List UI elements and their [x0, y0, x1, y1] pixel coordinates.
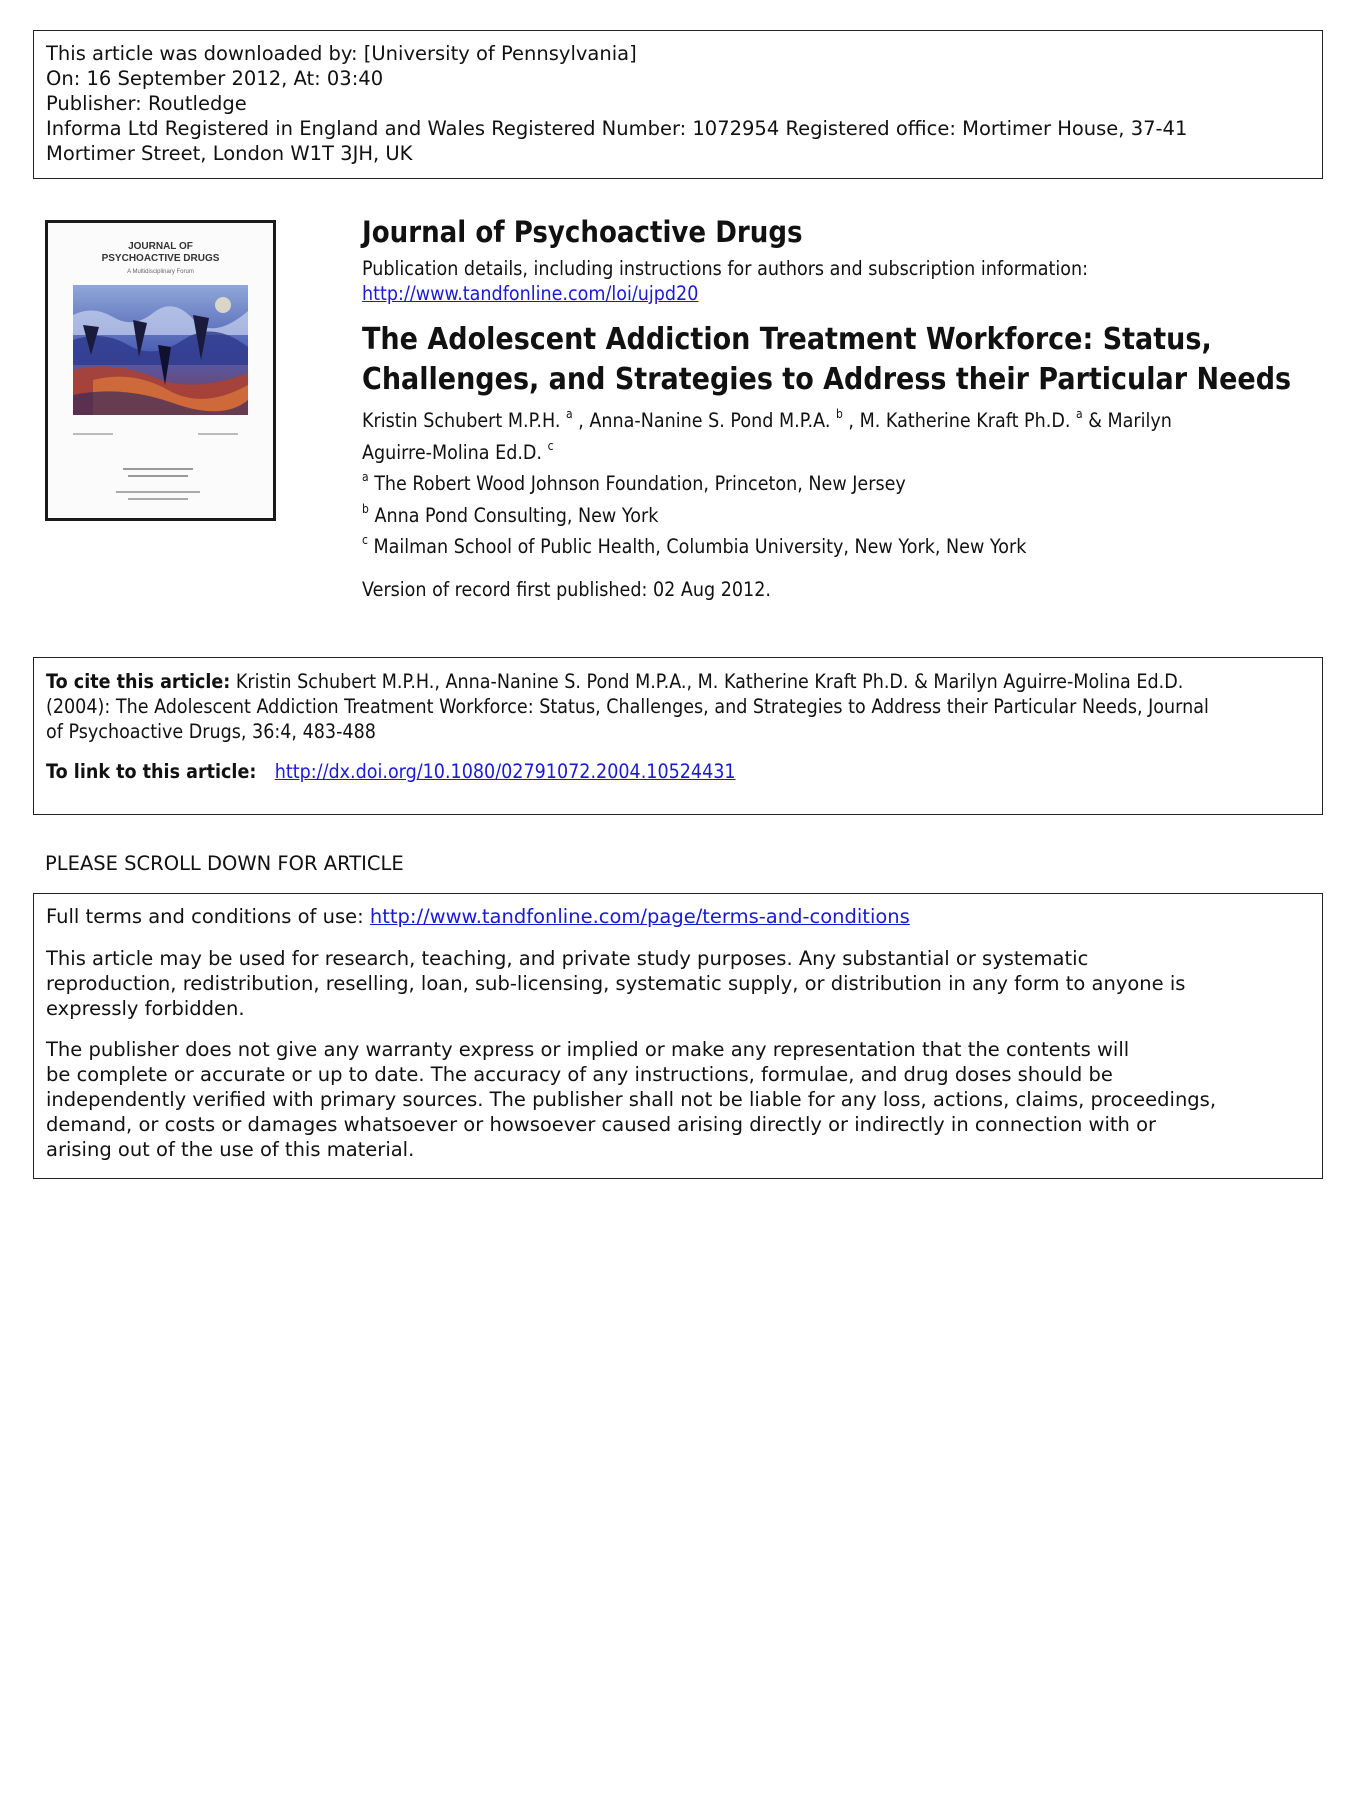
author-2: , Anna-Nanine S. Pond M.P.A. [572, 409, 831, 432]
author-3: , M. Katherine Kraft Ph.D. [842, 409, 1071, 432]
affiliation-a [362, 471, 906, 496]
usage-line3: expressly forbidden. [46, 997, 245, 1020]
authors-line2 [362, 440, 554, 465]
affiliation-text: The Robert Wood Johnson Foundation, Princeton, New Jersey [374, 472, 906, 495]
affiliation-mark: c [362, 533, 368, 547]
publication-details: Publication details, including instructions for authors and subscription information: [362, 257, 1089, 280]
affiliation-mark: a [362, 470, 369, 484]
journal-cover-image [45, 220, 276, 521]
disclaimer-line1: The publisher does not give any warranty express or implied or make any representation that the contents will [46, 1038, 1130, 1061]
cover-artwork [73, 285, 248, 415]
author-4-last: Aguirre-Molina Ed.D. [362, 441, 542, 464]
download-info-box [33, 30, 1323, 179]
download-by: This article was downloaded by: [University of Pennsylvania] [46, 42, 637, 65]
journal-title: Journal of Psychoactive Drugs [362, 215, 803, 249]
doi-line [46, 759, 736, 784]
cover-title-line1: JOURNAL OF [128, 241, 193, 252]
registration-info: Informa Ltd Registered in England and Wales Registered Number: 1072954 Registered office: Mortimer House, 37-41 [46, 117, 1188, 140]
cite-authors: Kristin Schubert M.P.H., Anna-Nanine S. Pond M.P.A., M. Katherine Kraft Ph.D. & Marilyn Aguirre-Molina Ed.D. [230, 670, 1184, 693]
author-2-affil: b [835, 407, 843, 421]
article-title-line1: The Adolescent Addiction Treatment Workforce: Status, [362, 322, 1212, 357]
disclaimer-line4: demand, or costs or damages whatsoever or howsoever caused arising directly or indirectly in connection with or [46, 1113, 1157, 1136]
article-title-line2: Challenges, and Strategies to Address their Particular Needs [362, 362, 1292, 397]
download-date: On: 16 September 2012, At: 03:40 [46, 67, 384, 90]
terms-line [46, 904, 910, 929]
cite-line1 [46, 669, 1183, 694]
disclaimer-line2: be complete or accurate or up to date. The accuracy of any instructions, formulae, and drug doses should be [46, 1063, 1113, 1086]
author-1: Kristin Schubert M.P.H. [362, 409, 561, 432]
affiliation-mark: b [362, 502, 369, 516]
affiliation-c [362, 534, 1026, 559]
cite-line2: (2004): The Adolescent Addiction Treatment Workforce: Status, Challenges, and Strategies to Address their Particular Needs, Journal [46, 695, 1209, 718]
terms-box [33, 893, 1323, 1179]
publisher: Publisher: Routledge [46, 92, 247, 115]
journal-url-link[interactable]: http://www.tandfonline.com/loi/ujpd20 [362, 282, 699, 305]
article-title [362, 320, 1291, 400]
doi-label: To link to this article: [46, 760, 257, 783]
affiliation-text: Anna Pond Consulting, New York [374, 504, 659, 527]
author-4-affil: c [547, 439, 554, 453]
doi-link[interactable]: http://dx.doi.org/10.1080/02791072.2004.10524431 [274, 760, 736, 783]
cover-title [48, 241, 273, 265]
author-4-first: & Marilyn [1082, 409, 1172, 432]
cite-line3: of Psychoactive Drugs, 36:4, 483-488 [46, 720, 376, 743]
usage-line2: reproduction, redistribution, reselling, loan, sub-licensing, systematic supply, or distribution in any form to anyone is [46, 972, 1186, 995]
author-3-affil: a [1076, 407, 1083, 421]
affiliation-text: Mailman School of Public Health, Columbia University, New York, New York [373, 535, 1027, 558]
author-1-affil: a [566, 407, 573, 421]
usage-line1: This article may be used for research, teaching, and private study purposes. Any substantial or systematic [46, 947, 1089, 970]
registration-address: Mortimer Street, London W1T 3JH, UK [46, 142, 413, 165]
cite-label: To cite this article: [46, 670, 231, 693]
authors-line1 [362, 408, 1172, 433]
disclaimer-line3: independently verified with primary sources. The publisher shall not be liable for any loss, actions, claims, proceedings, [46, 1088, 1217, 1111]
cover-subtitle: A Multidisciplinary Forum [127, 269, 194, 275]
scroll-notice: PLEASE SCROLL DOWN FOR ARTICLE [45, 852, 404, 875]
version-of-record: Version of record first published: 02 Aug 2012. [362, 578, 771, 601]
affiliation-b [362, 503, 658, 528]
cover-title-line2: PSYCHOACTIVE DRUGS [101, 253, 220, 264]
terms-label: Full terms and conditions of use: [46, 905, 364, 928]
citation-box [33, 657, 1323, 815]
terms-link[interactable]: http://www.tandfonline.com/page/terms-and-conditions [369, 905, 910, 928]
disclaimer-line5: arising out of the use of this material. [46, 1138, 415, 1161]
